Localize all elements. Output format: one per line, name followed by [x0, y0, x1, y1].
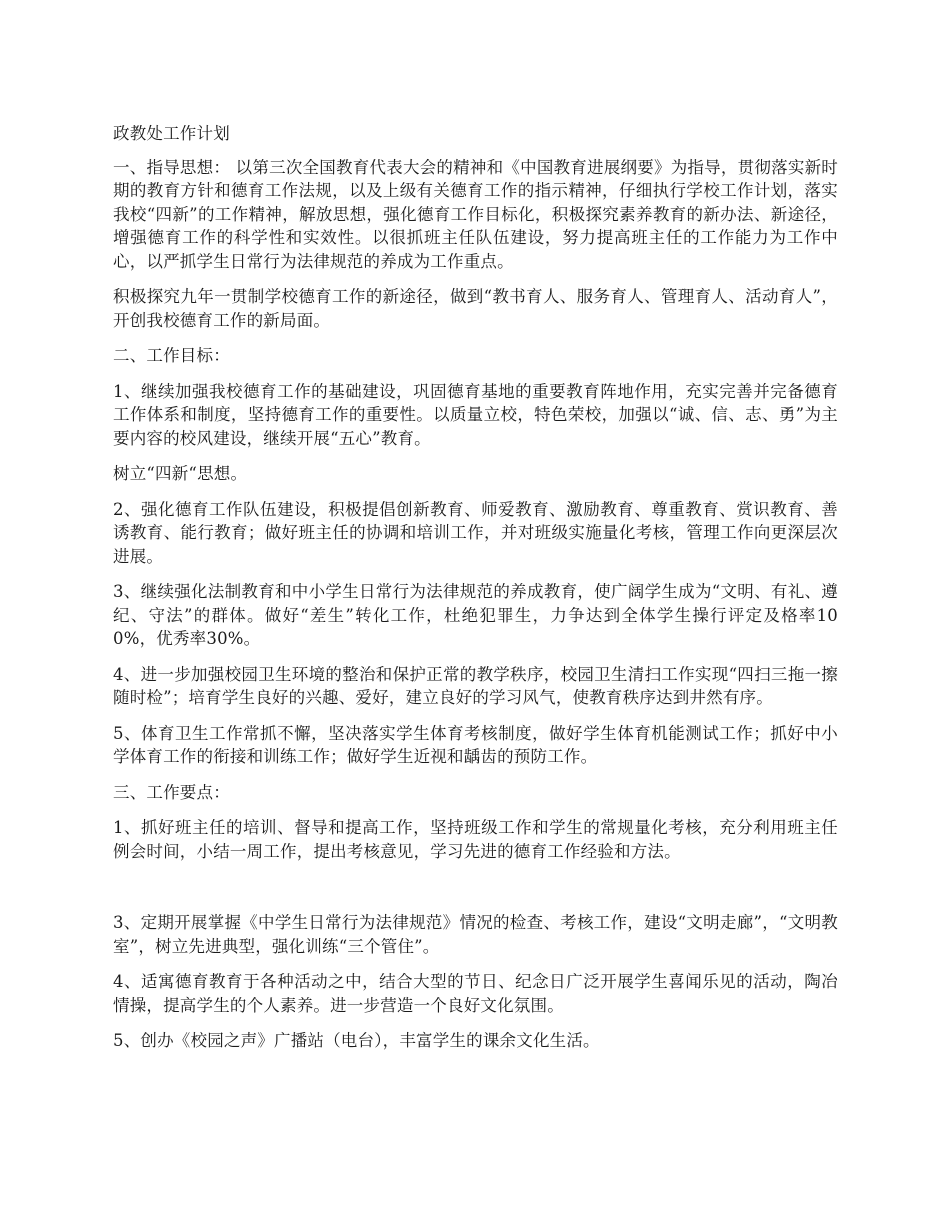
paragraph-point-4: 4、适寓德育教育于各种活动之中，结合大型的节日、纪念日广泛开展学生喜闻乐见的活动，陶冶情操，提高学生的个人素养。进一步营造一个良好文化氛围。: [113, 972, 838, 1015]
section-heading-key-points: 三、工作要点：: [113, 782, 230, 802]
paragraph-goal-5: 5、体育卫生工作常抓不懈，坚决落实学生体育考核制度，做好学生体育机能测试工作；抓好中小学体育工作的衔接和训练工作；做好学生近视和龋齿的预防工作。: [113, 723, 838, 766]
paragraph-explore-new-paths: 积极探究九年一贯制学校德育工作的新途径，做到“教书育人、服务育人、管理育人、活动育人”，开创我校德育工作的新局面。: [113, 287, 838, 330]
paragraph-point-1: 1、抓好班主任的培训、督导和提高工作，坚持班级工作和学生的常规量化考核，充分利用班主任例会时间，小结一周工作，提出考核意见，学习先进的德育工作经验和方法。: [113, 818, 838, 861]
paragraph-goal-4: 4、进一步加强校园卫生环境的整治和保护正常的教学秩序，校园卫生清扫工作实现“四扫三拖一擦随时检”；培育学生良好的兴趣、爱好，建立良好的学习风气，使教育秩序达到井然有序。: [113, 664, 838, 707]
paragraph-guiding-ideology: 一、指导思想： 以第三次全国教育代表大会的精神和《中国教育进展纲要》为指导，贯彻落实新时期的教育方针和德育工作法规，以及上级有关德育工作的指示精神，仔细执行学校工作计划，落实我校“四新”的工作精神，解放思想，强化德育工作目标化，积极探究素养教育的新办法、新途径，增强德育工作的科学性和实效性。以很抓班主任队伍建设，努力提高班主任的工作能力为工作中心，以严抓学生日常行为法律规范的养成为工作重点。: [113, 157, 838, 271]
document-body: [113, 122, 838, 1065]
blank-gap: [113, 875, 838, 911]
paragraph-goal-1: 1、继续加强我校德育工作的基础建设，巩固德育基地的重要教育阵地作用，充实完善并完备德育工作体系和制度，坚持德育工作的重要性。以质量立校，特色荣校，加强以“诚、信、志、勇”为主要内容的校风建设，继续开展“五心”教育。: [113, 381, 838, 448]
paragraph-goal-2: 2、强化德育工作队伍建设，积极提倡创新教育、师爱教育、激励教育、尊重教育、赏识教育、善诱教育、能行教育；做好班主任的协调和培训工作，并对班级实施量化考核，管理工作向更深层次进展。: [113, 499, 838, 566]
section-heading-goals: 二、工作目标：: [113, 346, 230, 365]
document-title: 政教处工作计划: [113, 124, 230, 143]
paragraph-point-5: 5、创办《校园之声》广播站（电台），丰富学生的课余文化生活。: [113, 1031, 600, 1050]
paragraph-point-3: 3、定期开展掌握《中学生日常行为法律规范》情况的检查、考核工作，建设“文明走廊”，“文明教室”，树立先进典型，强化训练“三个管住”。: [113, 913, 838, 956]
paragraph-four-new-thoughts: 树立“四新“思想。: [113, 464, 248, 483]
paragraph-goal-3: 3、继续强化法制教育和中小学生日常行为法律规范的养成教育，使广阔学生成为“文明、有礼、遵纪、守法”的群体。做好“差生”转化工作，杜绝犯罪生，力争达到全体学生操行评定及格率100%，优秀率30%。: [113, 582, 838, 648]
